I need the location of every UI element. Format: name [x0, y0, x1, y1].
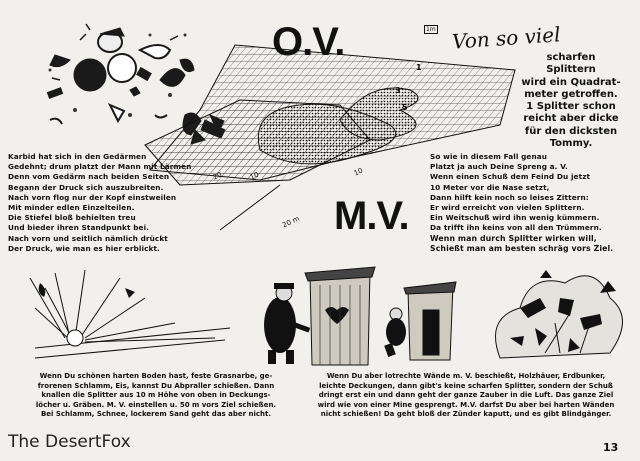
- diagram-label-3: 3: [395, 86, 401, 95]
- script-heading: Von so viel: [451, 22, 562, 54]
- poem-right: So wie in diesem Fall genau Platzt ja auch Deine Spreng a. V. Wenn einen Schuß dem Feind Du jetzt 10 Meter vor die Nase setzt, Dann hilft kein noch so leises Zittern: Er wird erreicht von vielen Splittern. Ein Weitschuß wird ihn wenig kümmern. Da trifft ihn keins von all den Trümmern.: [430, 152, 602, 233]
- page-number: 13: [603, 441, 619, 454]
- watermark: The DesertFox: [8, 432, 131, 452]
- diagram-corner-label: 1m: [426, 26, 436, 33]
- ov-title: O.V.: [272, 20, 345, 64]
- diagram-label-1: 1: [416, 63, 422, 72]
- caption-right: Wenn Du aber lotrechte Wände m. V. beschießt, Holzhäuer, Erdbunker, leichte Deckungen, dann gibt's keine scharfen Splitter, sondern der Schuß dringt erst ein und dann geht der ganze Zauber in die Luft. Das ganze Ziel wird wie von einer Mine gesprengt. M.V. darfst Du aber bei harten Wänden nicht schießen! Da geht bloß der Zünder kaputt, und es gibt Blindgänger.: [317, 372, 615, 419]
- caption-left: Wenn Du schönen harten Boden hast, feste Grasnarbe, ge- frorenen Schlamm, Eis, kannst Du Abpraller schießen. Dann knallen die Splitter aus 10 m Höhe von oben in Deckungs- löcher u. Gräben. M. V. einstellen u. 50 m vors Ziel schießen. Bei Schlamm, Schnee, lockerem Sand geht das aber nicht.: [35, 372, 277, 419]
- diagram-label-5: 5: [402, 103, 408, 112]
- outhouse-explosion-illustration: [480, 268, 630, 368]
- soldier-and-outhouse-illustration: [250, 265, 380, 370]
- poem-right-bold: Wenn man durch Splitter wirken will, Schießt man am besten schräg vors Ziel.: [430, 234, 614, 254]
- soldier-blasting-outhouse-illustration: [378, 280, 458, 365]
- splinter-text: scharfen Splittern wird ein Quadrat- meter getroffen. 1 Splitter schon reicht aber dicke für den dicksten Tommy.: [521, 52, 621, 150]
- diagram-label-20: 20: [211, 170, 224, 182]
- ground-burst-illustration: [25, 268, 235, 368]
- diagram-label-10b: 10: [248, 170, 261, 182]
- mv-title: M.V.: [334, 194, 409, 238]
- poem-left: Karbid hat sich in den Gedärmen Gedehnt; drum platzt der Mann mit Lärmen Denn vom Gedärm nach beiden Seiten Begann der Druck sich auszubreiten. Nach vorn flog nur der Kopf einstweilen Mit minder edlen Einzelteilen. Die Stiefel bloß behielten treu Und bieder ihren Standpunkt bei. Nach vorn und seitlich nämlich drückt Der Druck, wie man es hier erblickt.: [8, 152, 192, 253]
- diagram-label-20m: 20 m: [281, 214, 301, 230]
- diagram-label-10: 10: [352, 166, 365, 178]
